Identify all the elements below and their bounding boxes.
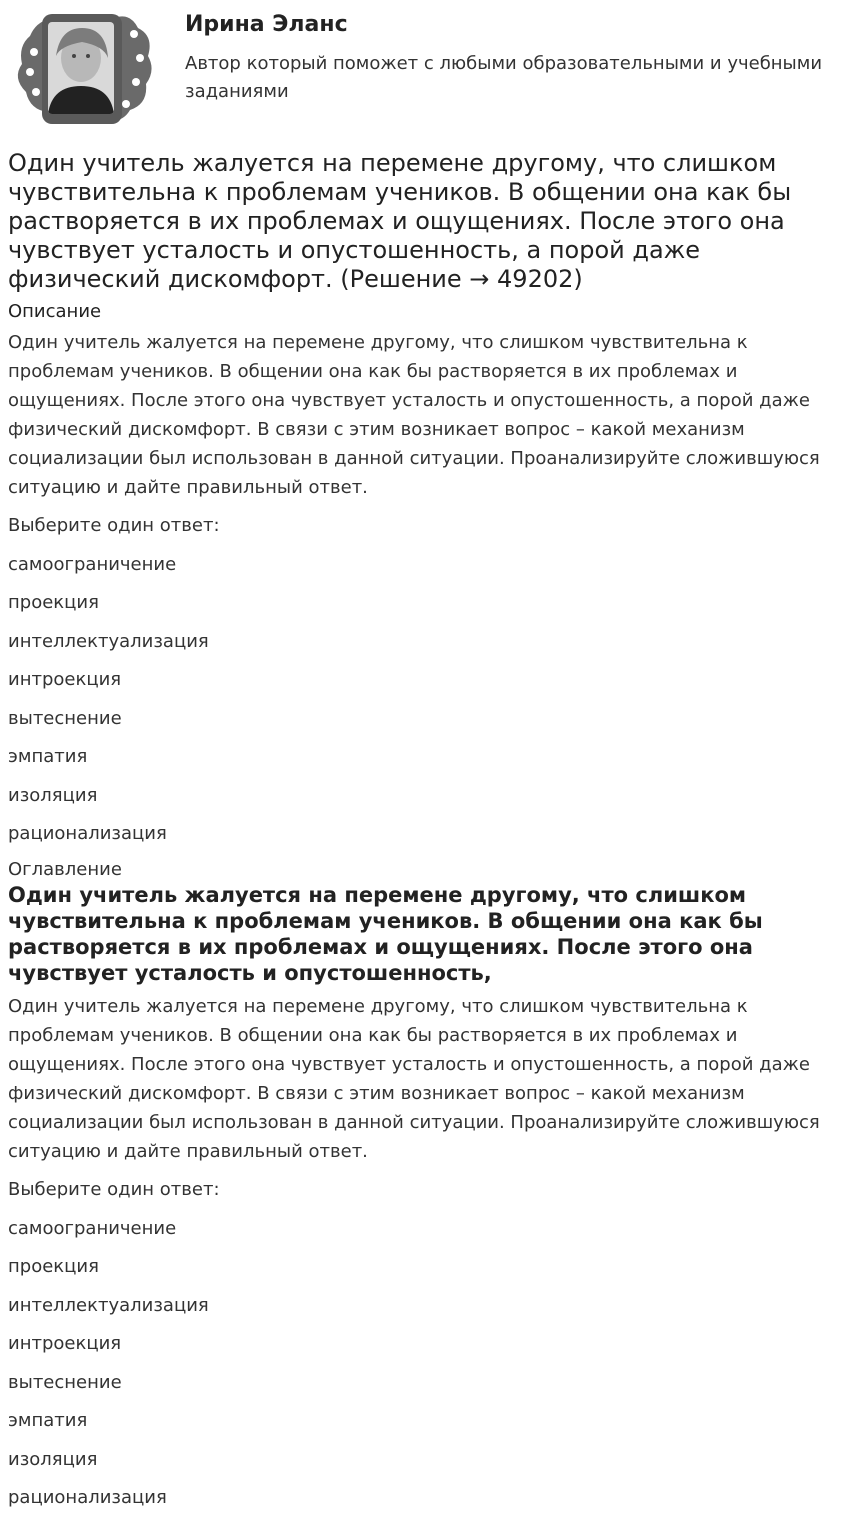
author-info bbox=[185, 10, 825, 106]
option-item: интроекция bbox=[8, 1333, 122, 1354]
option-item: самоограничение bbox=[8, 1217, 177, 1239]
answer-options bbox=[8, 553, 839, 847]
choose-prompt-repeat: Выберите один ответ: bbox=[8, 1179, 220, 1200]
author-header bbox=[8, 0, 839, 135]
option-item: изоляция bbox=[8, 1448, 98, 1470]
answer-options-repeat bbox=[8, 1217, 839, 1511]
question-text-repeat: Один учитель жалуется на перемене другому, что слишком чувствительна к проблемам учеников. В общении она как бы растворяется в их проблемах и ощущениях. После этого она чувствует усталость и опустошенность, а порой даже физический дискомфорт. В связи с этим возникает вопрос – какой механизм социализации был использован в данной ситуации. Проанализируйте сложившуюся ситуацию и дайте правильный ответ. bbox=[8, 996, 820, 1162]
page-title: Один учитель жалуется на перемене другому, что слишком чувствительна к проблемам учеников. В общении она как бы растворяется в их проблемах и ощущениях. После этого она чувствует усталость и опустошенность, а порой даже физический дискомфорт. (Решение → 49202) bbox=[8, 149, 792, 293]
description-label: Описание bbox=[8, 301, 102, 322]
option-item: рационализация bbox=[8, 1487, 167, 1508]
option-item: интеллектуализация bbox=[8, 630, 209, 652]
option-item: рационализация bbox=[8, 823, 167, 844]
choose-prompt: Выберите один ответ: bbox=[8, 515, 220, 536]
option-item: интеллектуализация bbox=[8, 1294, 209, 1316]
question-text: Один учитель жалуется на перемене другому, что слишком чувствительна к проблемам учеников. В общении она как бы растворяется в их проблемах и ощущениях. После этого она чувствует усталость и опустошенность, а порой даже физический дискомфорт. В связи с этим возникает вопрос – какой механизм социализации был использован в данной ситуации. Проанализируйте сложившуюся ситуацию и дайте правильный ответ. bbox=[8, 332, 820, 498]
option-item: вытеснение bbox=[8, 707, 122, 729]
toc-label: Оглавление bbox=[8, 859, 122, 880]
option-item: эмпатия bbox=[8, 746, 88, 767]
toc-heading: Один учитель жалуется на перемене другому, что слишком чувствительна к проблемам учеников. В общении она как бы растворяется в их проблемах и ощущениях. После этого она чувствует усталость и опустошенность, bbox=[8, 883, 763, 985]
option-item: проекция bbox=[8, 592, 99, 613]
option-item: эмпатия bbox=[8, 1410, 88, 1431]
author-name[interactable]: Ирина Эланс bbox=[185, 12, 348, 37]
avatar-frame-icon bbox=[8, 6, 156, 128]
option-item: самоограничение bbox=[8, 553, 177, 575]
author-bio: Автор который поможет с любыми образовательными и учебными заданиями bbox=[185, 53, 823, 102]
option-item: проекция bbox=[8, 1256, 99, 1277]
option-item: интроекция bbox=[8, 669, 122, 690]
option-item: вытеснение bbox=[8, 1371, 122, 1393]
option-item: изоляция bbox=[8, 784, 98, 806]
avatar bbox=[8, 6, 156, 128]
